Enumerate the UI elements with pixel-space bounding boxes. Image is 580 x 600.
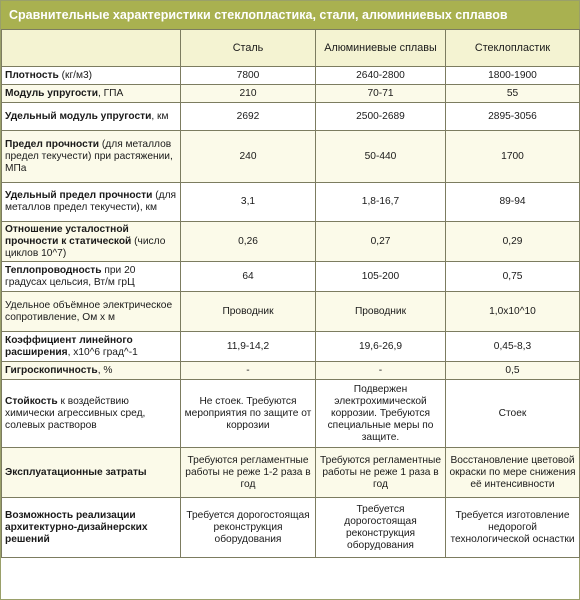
cell-fiberglass: 1800-1900 [446, 67, 580, 85]
header-aluminum: Алюминиевые сплавы [316, 30, 446, 67]
row-label-rest: (число циклов 10^7) [5, 235, 166, 259]
cell-fiberglass: 1,0х10^10 [446, 292, 580, 332]
cell-steel: Требуются регламентные работы не реже 1-2 раза в год [181, 448, 316, 498]
row-label [2, 448, 181, 498]
row-label-bold: Эксплуатационные затраты [5, 466, 147, 478]
table-body [2, 67, 580, 558]
row-label [2, 183, 181, 222]
cell-aluminum: 2640-2800 [316, 67, 446, 85]
row-label-rest: , х10^6 град^-1 [67, 346, 138, 358]
table-row [2, 332, 580, 362]
row-label-bold: Гигроскопичность [5, 364, 98, 376]
row-label [2, 498, 181, 558]
table-row [2, 292, 580, 332]
row-label-rest: Удельное объёмное электрическое сопротивление, Ом х м [5, 299, 173, 323]
cell-steel: Проводник [181, 292, 316, 332]
cell-fiberglass: 0,29 [446, 222, 580, 262]
row-label [2, 103, 181, 131]
cell-aluminum: 105-200 [316, 262, 446, 292]
table-row [2, 103, 580, 131]
cell-aluminum: 50-440 [316, 131, 446, 183]
table-row [2, 498, 580, 558]
header-row [2, 30, 580, 67]
row-label-rest: (кг/м3) [58, 69, 93, 81]
cell-fiberglass: 89-94 [446, 183, 580, 222]
cell-steel: 7800 [181, 67, 316, 85]
cell-steel: 0,26 [181, 222, 316, 262]
table-row [2, 362, 580, 380]
row-label-bold: Плотность [5, 69, 59, 81]
row-label-bold: Возможность реализации архитектурно-дизайнерских решений [5, 509, 148, 545]
cell-aluminum: 1,8-16,7 [316, 183, 446, 222]
row-label-bold: Теплопроводность [5, 264, 102, 276]
cell-fiberglass: 2895-3056 [446, 103, 580, 131]
row-label-rest: , км [151, 110, 169, 122]
row-label [2, 131, 181, 183]
table-title: Сравнительные характеристики стеклопластика, стали, алюминиевых сплавов [1, 1, 579, 29]
row-label [2, 332, 181, 362]
cell-aluminum: 19,6-26,9 [316, 332, 446, 362]
table-row [2, 380, 580, 448]
row-label [2, 222, 181, 262]
row-label-bold: Отношение усталостной прочности к статической [5, 223, 132, 247]
cell-fiberglass: 0,45-8,3 [446, 332, 580, 362]
cell-fiberglass: 0,5 [446, 362, 580, 380]
header-steel: Сталь [181, 30, 316, 67]
row-label-rest: к воздействию химически агрессивных сред, солевых растворов [5, 395, 146, 431]
cell-steel: 11,9-14,2 [181, 332, 316, 362]
cell-steel: 2692 [181, 103, 316, 131]
cell-fiberglass: 0,75 [446, 262, 580, 292]
row-label-bold: Коэффициент линейного расширения [5, 334, 133, 358]
row-label-bold: Удельный модуль упругости [5, 110, 152, 122]
row-label [2, 67, 181, 85]
cell-aluminum: 0,27 [316, 222, 446, 262]
table-row [2, 183, 580, 222]
row-label-bold: Удельный предел прочности [5, 190, 153, 201]
cell-fiberglass: 55 [446, 85, 580, 103]
table-row [2, 222, 580, 262]
row-label [2, 362, 181, 380]
row-label [2, 85, 181, 103]
cell-fiberglass: 1700 [446, 131, 580, 183]
row-label-rest: при 20 градусах цельсия, Вт/м грЦ [5, 264, 136, 288]
row-label [2, 292, 181, 332]
cell-steel: Не стоек. Требуются мероприятия по защите от коррозии [181, 380, 316, 448]
table-row [2, 67, 580, 85]
row-label-bold: Стойкость [5, 395, 58, 407]
table-row [2, 448, 580, 498]
cell-aluminum: Требуется дорогостоящая реконструкция оборудования [316, 498, 446, 558]
cell-aluminum: Требуются регламентные работы не реже 1 раза в год [316, 448, 446, 498]
cell-aluminum: 70-71 [316, 85, 446, 103]
cell-fiberglass: Требуется изготовление недорогой технологической оснастки [446, 498, 580, 558]
cell-steel: 3,1 [181, 183, 316, 222]
cell-fiberglass: Стоек [446, 380, 580, 448]
row-label-rest: , % [97, 364, 113, 376]
cell-aluminum: 2500-2689 [316, 103, 446, 131]
header-blank [2, 30, 181, 67]
table-row [2, 85, 580, 103]
comparison-table [1, 29, 580, 558]
cell-steel: Требуется дорогостоящая реконструкция оборудования [181, 498, 316, 558]
table-row [2, 131, 580, 183]
cell-aluminum: - [316, 362, 446, 380]
row-label-rest: , ГПА [97, 87, 124, 99]
row-label-bold: Модуль упругости [5, 87, 98, 99]
row-label-bold: Предел прочности [5, 138, 100, 150]
row-label-rest: (для металлов предел текучести) при растяжении, МПа [5, 138, 173, 174]
cell-steel: - [181, 362, 316, 380]
header-fiberglass: Стеклопластик [446, 30, 580, 67]
row-label [2, 262, 181, 292]
cell-steel: 210 [181, 85, 316, 103]
row-label [2, 380, 181, 448]
table-row [2, 262, 580, 292]
cell-aluminum: Подвержен электрохимической коррозии. Требуются специальные меры по защите. [316, 380, 446, 448]
cell-steel: 64 [181, 262, 316, 292]
cell-fiberglass: Восстановление цветовой окраски по мере снижения её интенсивности [446, 448, 580, 498]
row-label-rest: (для металлов предел текучести), км [5, 190, 177, 213]
cell-steel: 240 [181, 131, 316, 183]
cell-aluminum: Проводник [316, 292, 446, 332]
